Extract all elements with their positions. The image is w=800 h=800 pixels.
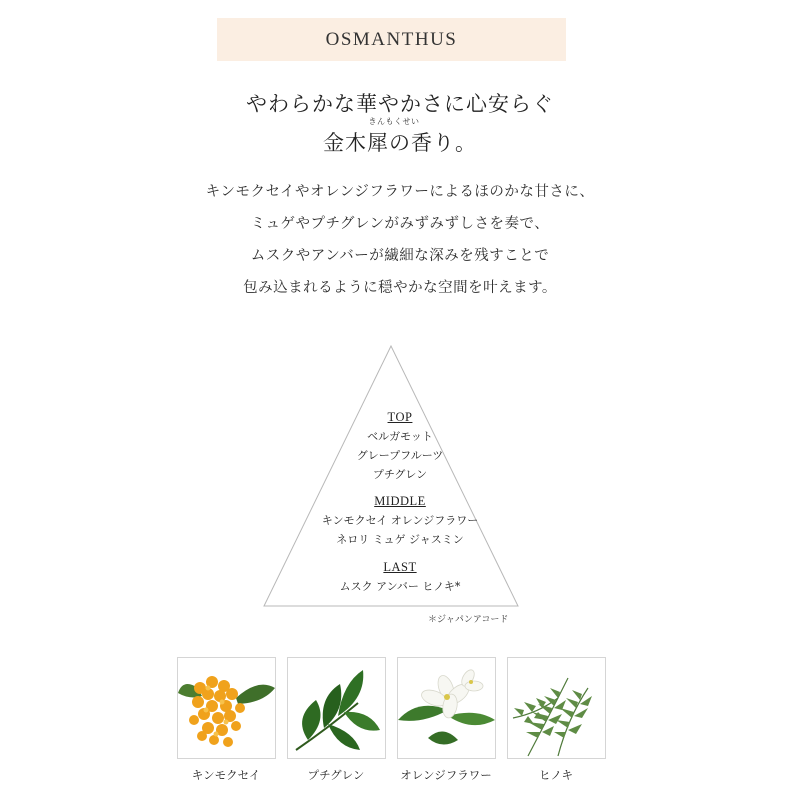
top-note: プチグレン xyxy=(372,468,428,481)
orange-blossom-image xyxy=(397,657,496,759)
description-line: ミュゲやプチグレンがみずみずしさを奏で、 xyxy=(250,216,550,232)
description xyxy=(0,176,800,304)
headline-ruby: きんもくせい xyxy=(368,117,420,126)
middle-note: キンモクセイ オレンジフラワー xyxy=(321,514,479,527)
hinoki-branch-image xyxy=(507,657,606,759)
headline-line-2: 金木犀の香り。 xyxy=(323,131,477,155)
description-line: キンモクセイやオレンジフラワーによるほのかな甘さに、 xyxy=(205,184,595,200)
middle-note: ネロリ ミュゲ ジャスミン xyxy=(336,533,464,546)
headline-line-1: やわらかな華やかさに心安らぐ xyxy=(246,92,554,116)
last-notes-heading: LAST xyxy=(383,560,417,574)
japan-accord-footnote: ＊ジャパンアコード xyxy=(428,615,509,625)
top-note: グレープフルーツ xyxy=(356,449,444,462)
banner-title: OSMANTHUS xyxy=(325,28,458,50)
middle-notes-heading: MIDDLE xyxy=(374,494,426,508)
ingredient-label: キンモクセイ xyxy=(191,768,261,782)
top-notes-heading: TOP xyxy=(387,410,413,424)
top-notes xyxy=(290,410,510,484)
ingredient-label: オレンジフラワー xyxy=(400,768,492,782)
title-banner xyxy=(217,18,566,61)
last-note: ムスク アンバー ヒノキ* xyxy=(339,580,461,593)
last-notes xyxy=(290,560,510,596)
ingredient-label: ヒノキ xyxy=(539,768,573,782)
ingredient-label: プチグレン xyxy=(307,768,365,782)
osmanthus-flower-image xyxy=(177,657,276,759)
description-line: 包み込まれるように穏やかな空間を叶えます。 xyxy=(243,280,557,296)
description-line: ムスクやアンバーが繊細な深みを残すことで xyxy=(250,248,550,264)
petitgrain-leaves-image xyxy=(287,657,386,759)
middle-notes xyxy=(290,494,510,549)
top-note: ベルガモット xyxy=(367,430,433,443)
